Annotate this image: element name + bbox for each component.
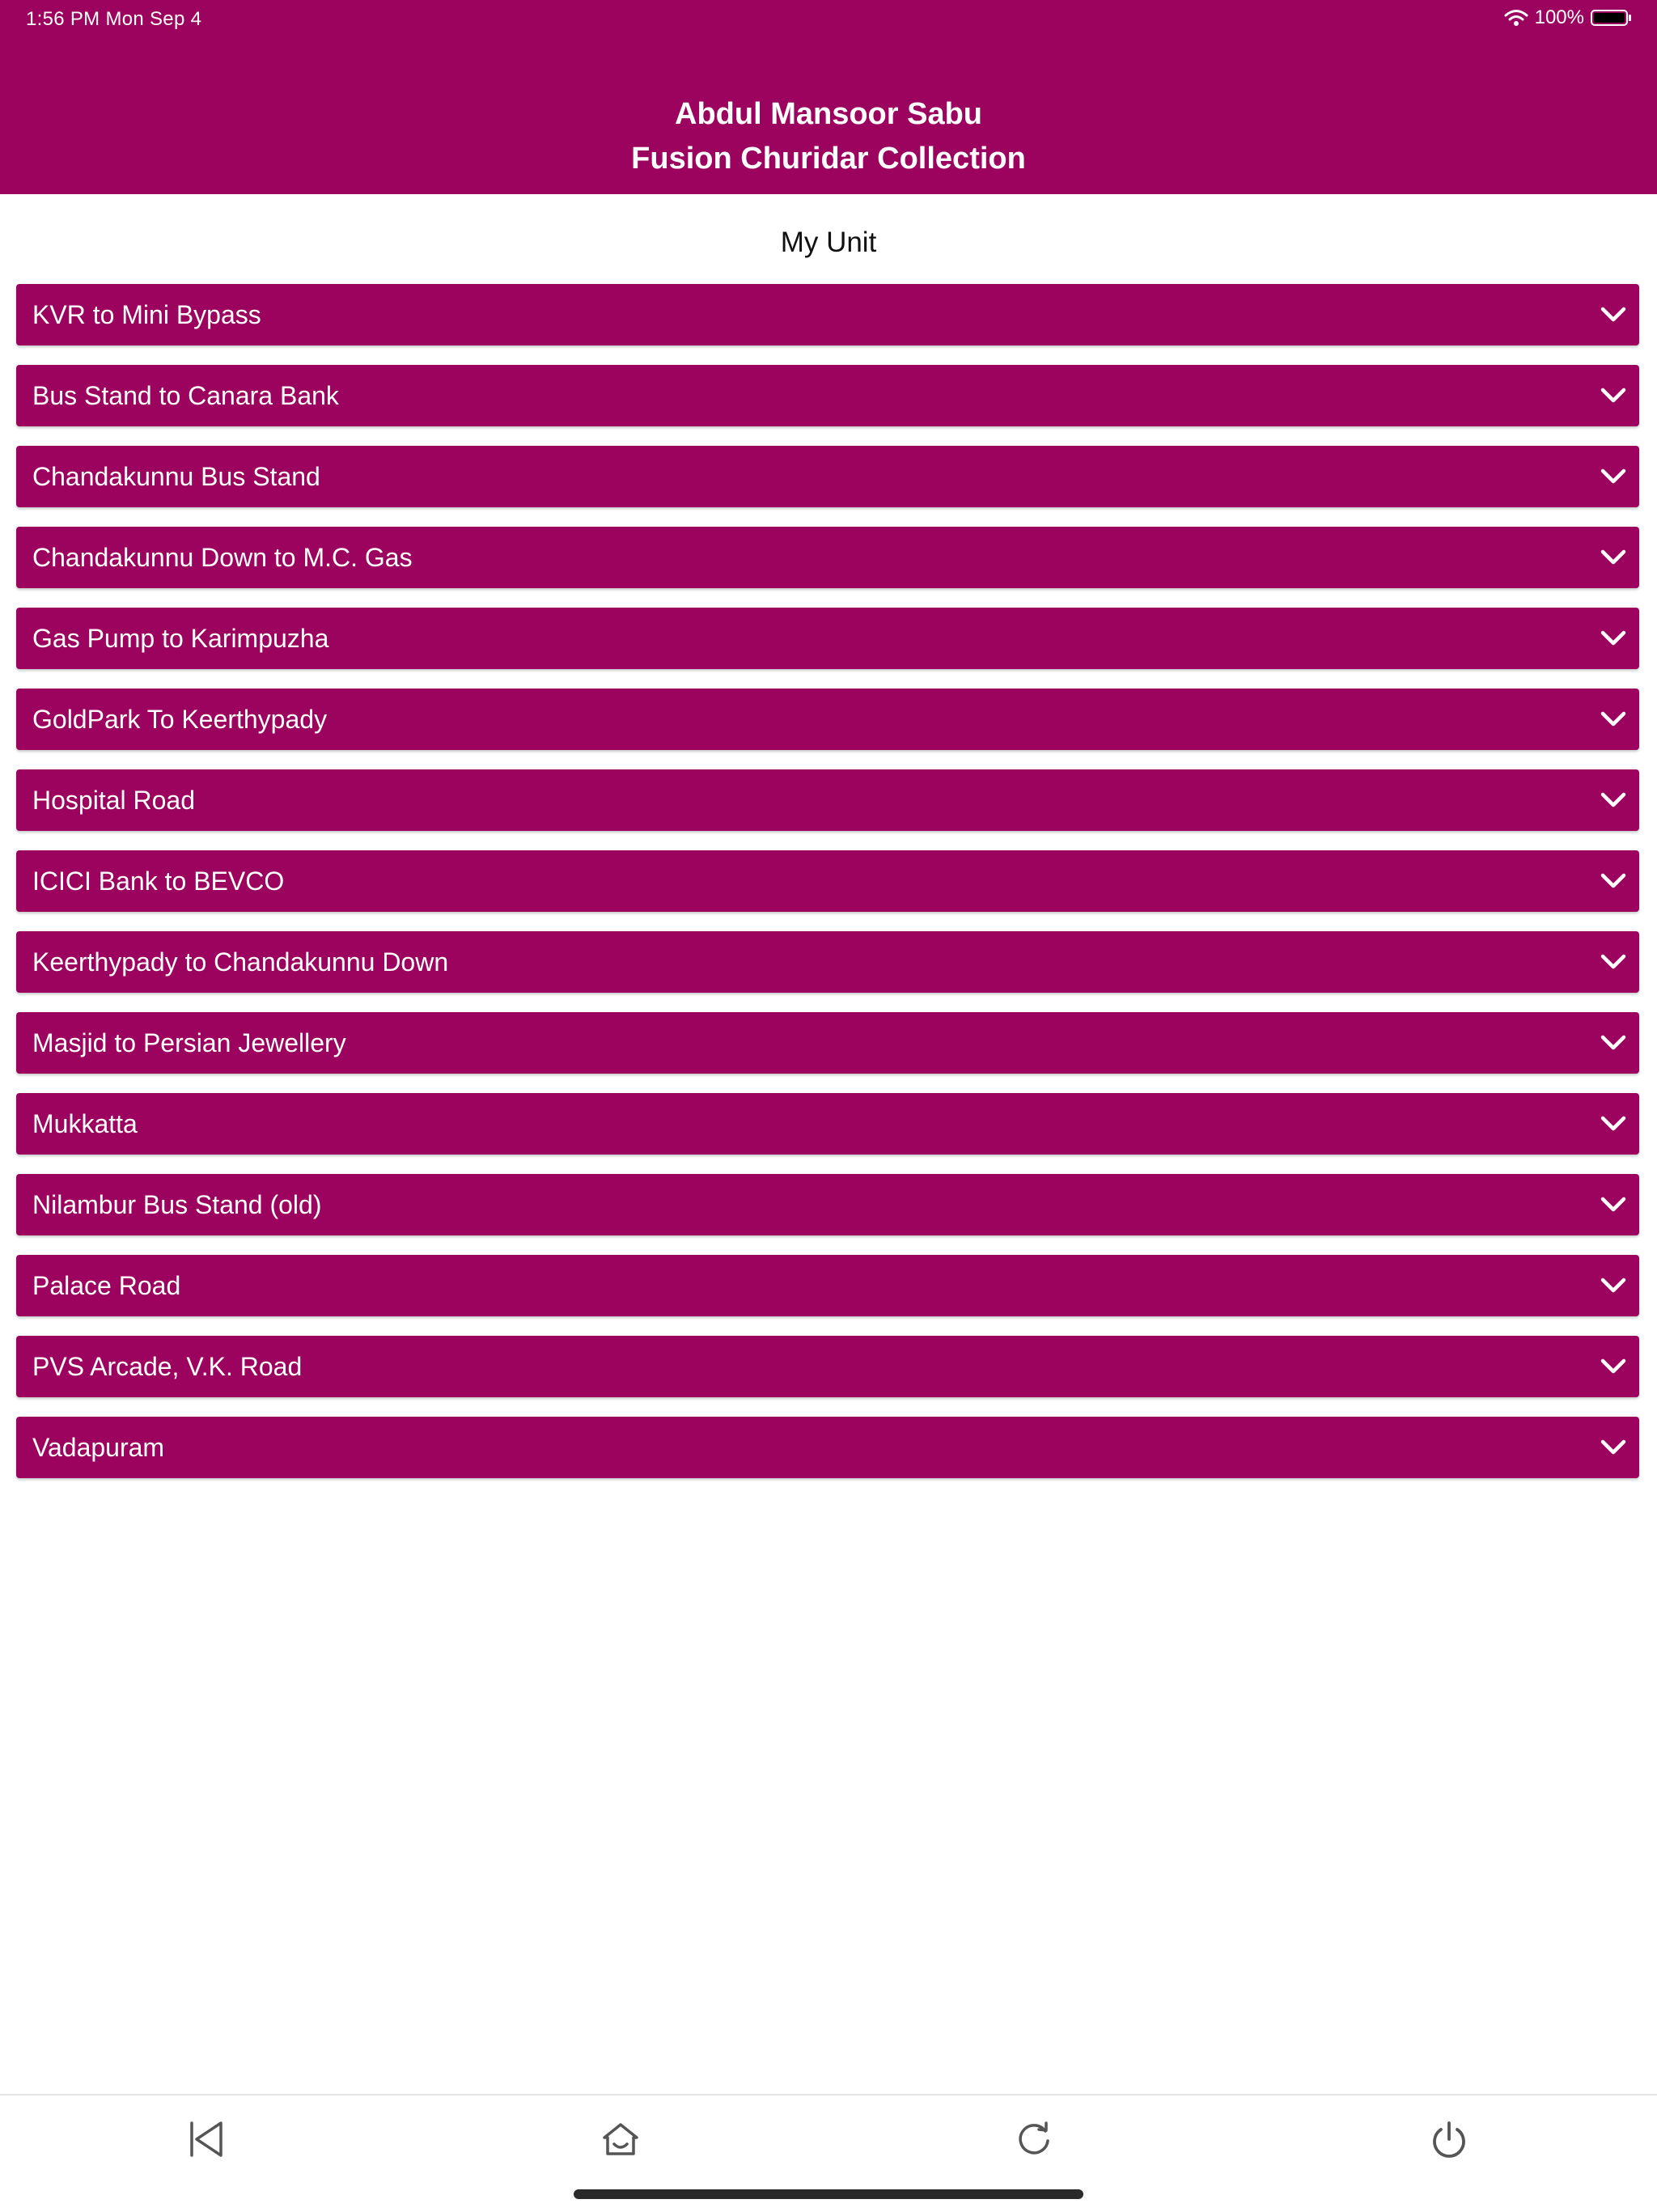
unit-item[interactable] (16, 689, 1639, 750)
unit-label: Keerthypady to Chandakunnu Down (32, 947, 449, 977)
battery-percent: 100% (1534, 6, 1584, 28)
unit-item[interactable] (16, 1012, 1639, 1074)
unit-label: Chandakunnu Down to M.C. Gas (32, 542, 413, 572)
unit-item[interactable] (16, 608, 1639, 669)
unit-item[interactable] (16, 446, 1639, 507)
unit-item[interactable] (16, 284, 1639, 345)
wifi-icon (1504, 8, 1528, 28)
chevron-down-icon (1600, 1278, 1626, 1294)
home-button[interactable] (596, 2117, 645, 2165)
home-indicator[interactable] (574, 2189, 1083, 2199)
unit-label: Nilambur Bus Stand (old) (32, 1189, 322, 1219)
home-icon (600, 2118, 642, 2164)
user-name: Abdul Mansoor Sabu (675, 97, 982, 131)
chevron-down-icon (1600, 954, 1626, 970)
unit-label: ICICI Bank to BEVCO (32, 866, 285, 896)
unit-label: Masjid to Persian Jewellery (32, 1028, 346, 1057)
back-icon (185, 2118, 227, 2164)
refresh-button[interactable] (1010, 2117, 1058, 2165)
unit-list (16, 284, 1639, 1498)
unit-label: KVR to Mini Bypass (32, 299, 261, 329)
chevron-down-icon (1600, 711, 1626, 727)
unit-label: GoldPark To Keerthypady (32, 704, 328, 734)
chevron-down-icon (1600, 1035, 1626, 1051)
unit-label: Mukkatta (32, 1108, 138, 1138)
unit-label: Bus Stand to Canara Bank (32, 380, 339, 410)
status-indicators (1504, 6, 1633, 29)
unit-item[interactable] (16, 1093, 1639, 1155)
chevron-down-icon (1600, 1197, 1626, 1213)
chevron-down-icon (1600, 549, 1626, 566)
battery-icon (1591, 8, 1633, 28)
chevron-down-icon (1600, 792, 1626, 808)
unit-label: PVS Arcade, V.K. Road (32, 1351, 303, 1381)
unit-item[interactable] (16, 931, 1639, 993)
unit-item[interactable] (16, 1336, 1639, 1397)
bottom-nav-bar (0, 2094, 1657, 2212)
chevron-down-icon (1600, 873, 1626, 889)
chevron-down-icon (1600, 630, 1626, 646)
chevron-down-icon (1600, 1116, 1626, 1132)
unit-item[interactable] (16, 769, 1639, 831)
refresh-icon (1013, 2118, 1055, 2164)
power-icon (1428, 2118, 1470, 2164)
chevron-down-icon (1600, 468, 1626, 485)
unit-item[interactable] (16, 850, 1639, 912)
unit-item[interactable] (16, 365, 1639, 426)
power-button[interactable] (1425, 2117, 1473, 2165)
unit-item[interactable] (16, 527, 1639, 588)
chevron-down-icon (1600, 1358, 1626, 1375)
back-button[interactable] (182, 2117, 231, 2165)
unit-label: Hospital Road (32, 785, 195, 815)
unit-item[interactable] (16, 1417, 1639, 1478)
chevron-down-icon (1600, 388, 1626, 404)
chevron-down-icon (1600, 1439, 1626, 1456)
unit-label: Palace Road (32, 1270, 181, 1300)
shop-name: Fusion Churidar Collection (631, 142, 1026, 176)
unit-item[interactable] (16, 1255, 1639, 1316)
unit-item[interactable] (16, 1174, 1639, 1235)
chevron-down-icon (1600, 307, 1626, 323)
unit-label: Vadapuram (32, 1432, 165, 1462)
app-header (0, 0, 1657, 194)
status-time: 1:56 PM Mon Sep 4 (26, 8, 202, 30)
unit-label: Gas Pump to Karimpuzha (32, 623, 329, 653)
unit-label: Chandakunnu Bus Stand (32, 461, 320, 491)
page-title: My Unit (780, 227, 877, 258)
